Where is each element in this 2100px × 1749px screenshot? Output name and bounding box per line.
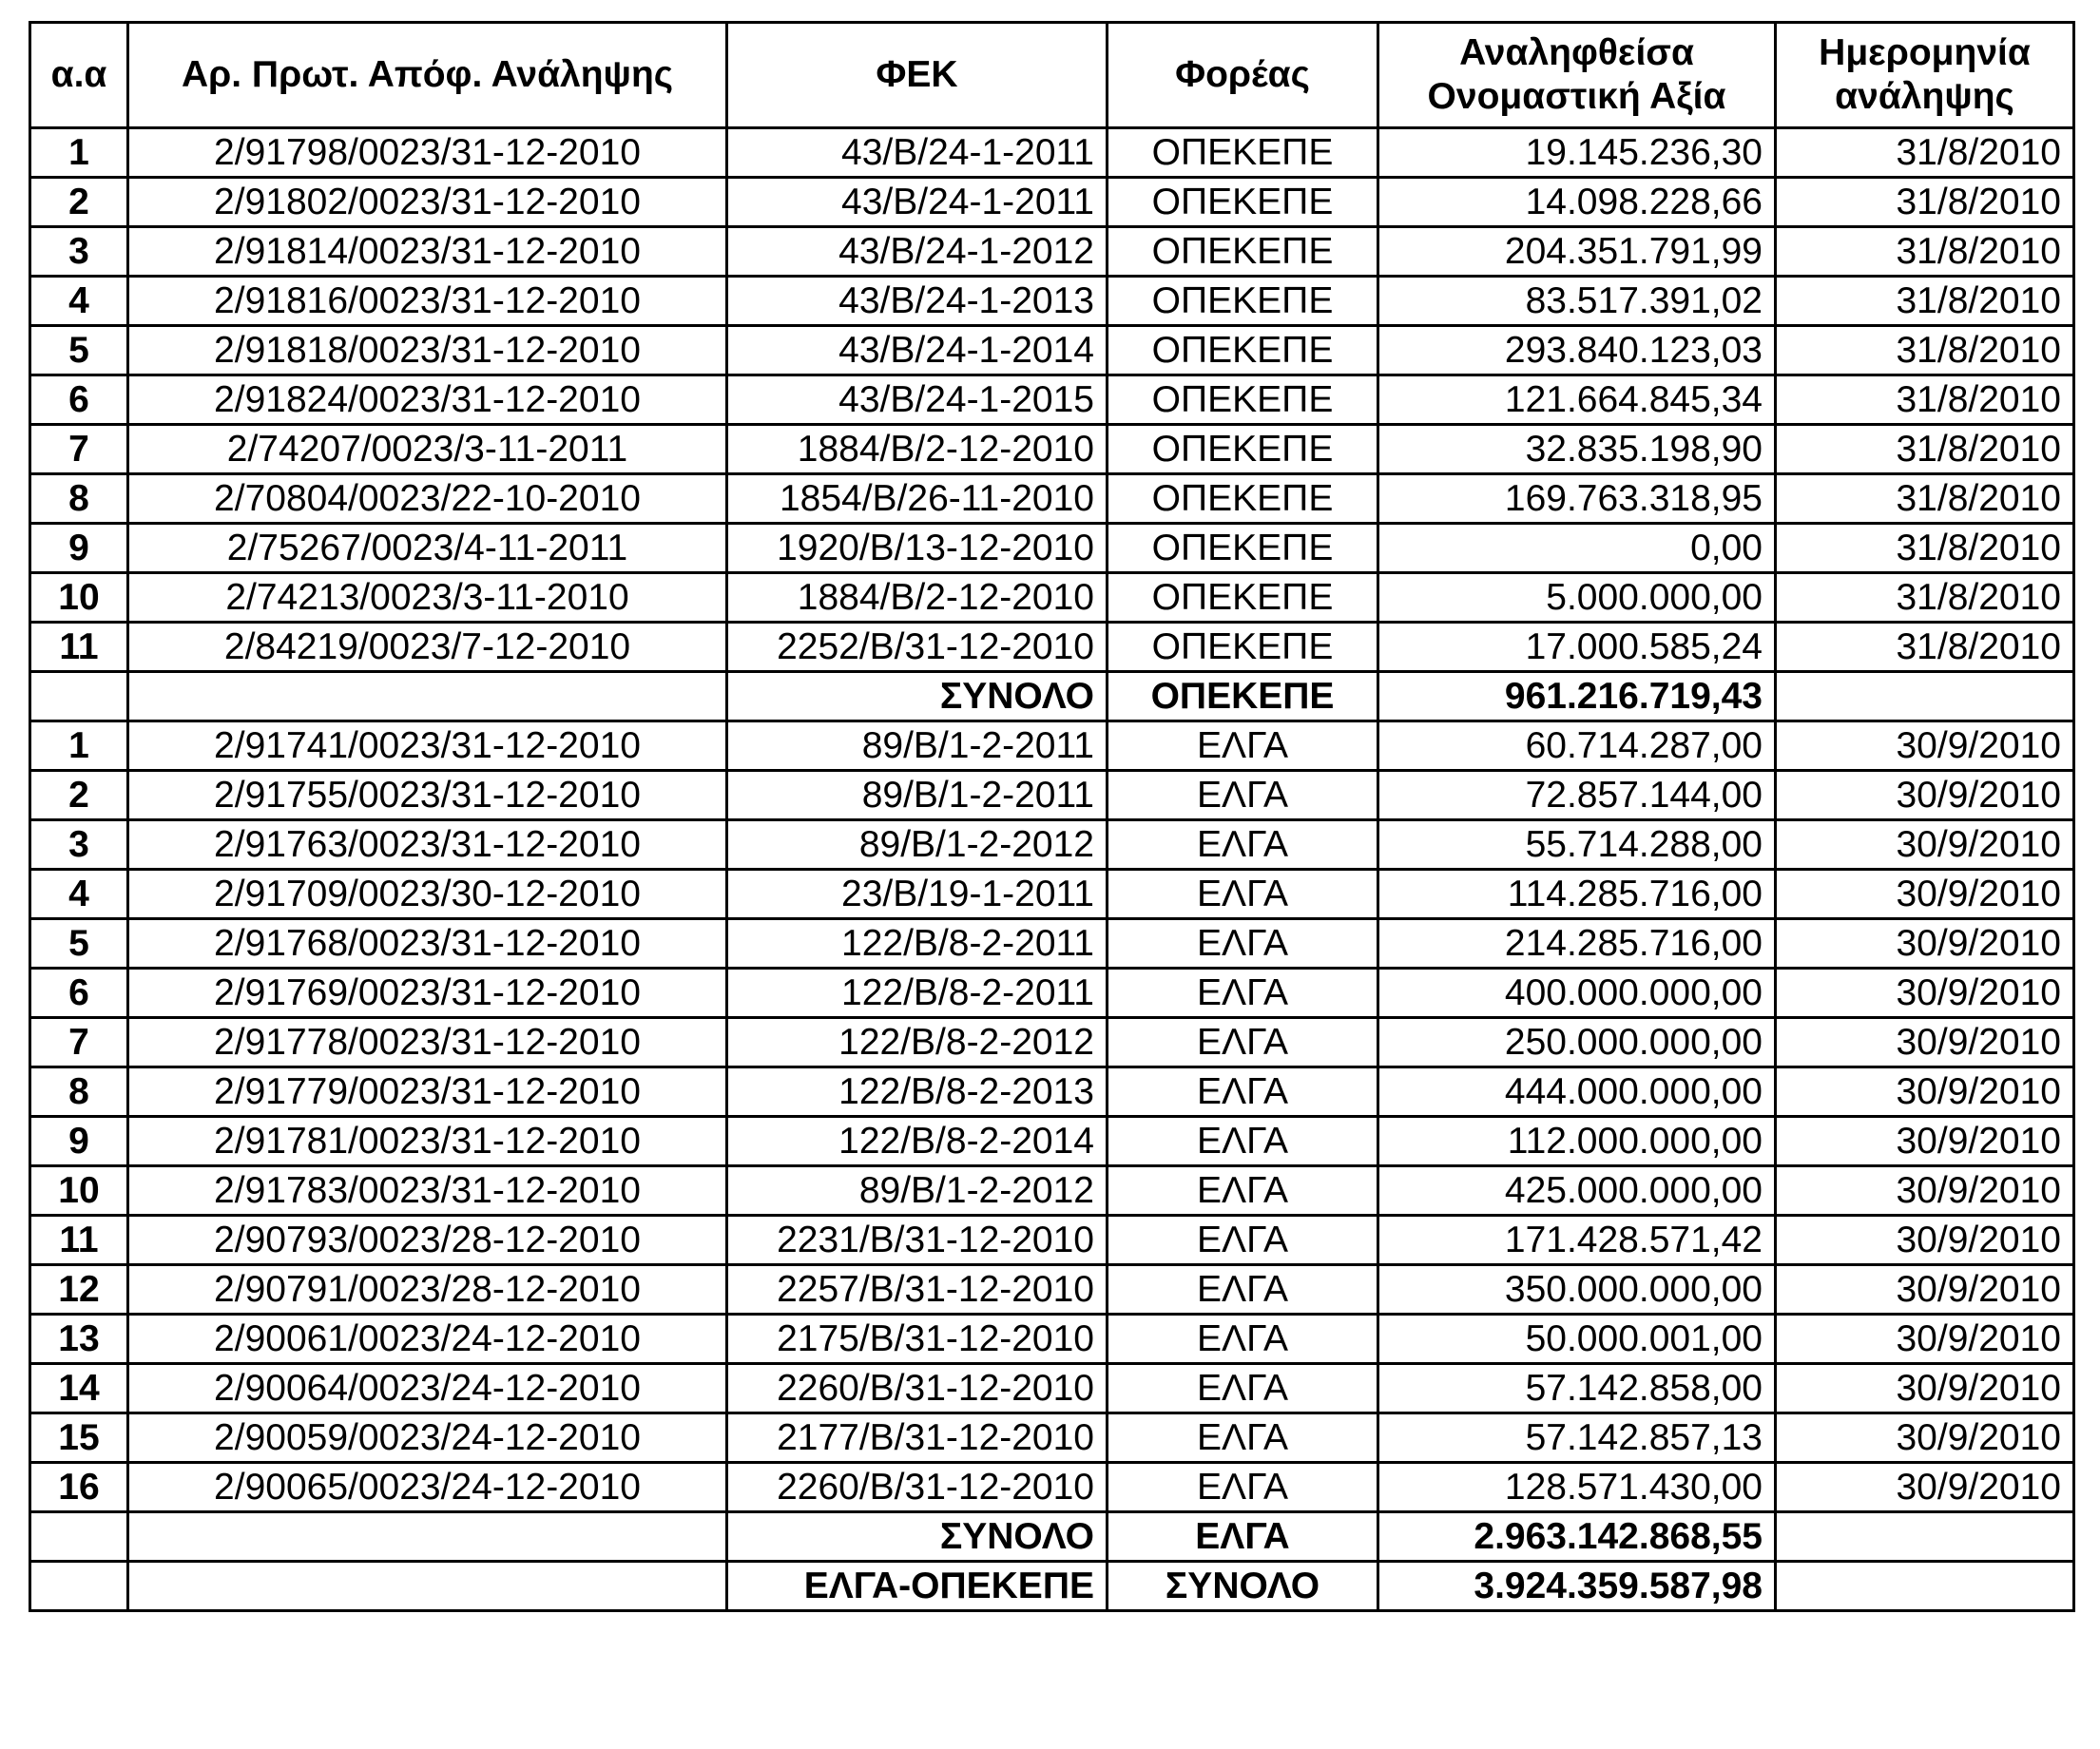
elga-row [30, 1067, 2074, 1117]
cell-aa: 8 [30, 1067, 128, 1117]
header-agency: Φορέας [1108, 23, 1378, 128]
cell-fek: 122/Β/8-2-2012 [727, 1018, 1108, 1067]
cell-aa: 11 [30, 623, 128, 672]
cell-date: 30/9/2010 [1776, 1463, 2074, 1512]
opekepe-row [30, 623, 2074, 672]
cell-value: 112.000.000,00 [1378, 1117, 1776, 1166]
elga-row [30, 1364, 2074, 1413]
opekepe-row [30, 227, 2074, 277]
cell-ref: 2/91802/0023/31-12-2010 [128, 178, 727, 227]
cell-ref: 2/90064/0023/24-12-2010 [128, 1364, 727, 1413]
cell-ref: 2/91768/0023/31-12-2010 [128, 919, 727, 969]
cell-date: 31/8/2010 [1776, 524, 2074, 573]
cell-agency: ΟΠΕΚΕΠΕ [1108, 326, 1378, 375]
cell-fek: 2252/Β/31-12-2010 [727, 623, 1108, 672]
cell-fek: 1854/Β/26-11-2010 [727, 474, 1108, 524]
cell-value: 17.000.585,24 [1378, 623, 1776, 672]
cell-date: 30/9/2010 [1776, 1315, 2074, 1364]
opekepe-row [30, 524, 2074, 573]
cell-agency: ΕΛΓΑ [1108, 1364, 1378, 1413]
elga-row [30, 1166, 2074, 1216]
cell-fek: 2231/Β/31-12-2010 [727, 1216, 1108, 1265]
cell-value: 293.840.123,03 [1378, 326, 1776, 375]
assumption-table [29, 21, 2075, 1612]
cell-date: 30/9/2010 [1776, 820, 2074, 870]
cell-empty [30, 672, 128, 721]
cell-date: 31/8/2010 [1776, 128, 2074, 178]
cell-value: 204.351.791,99 [1378, 227, 1776, 277]
cell-date: 31/8/2010 [1776, 375, 2074, 425]
cell-aa: 6 [30, 375, 128, 425]
cell-ref: 2/91824/0023/31-12-2010 [128, 375, 727, 425]
opekepe-row [30, 425, 2074, 474]
cell-date: 31/8/2010 [1776, 425, 2074, 474]
header-ref: Αρ. Πρωτ. Απόφ. Ανάληψης [128, 23, 727, 128]
cell-ref: 2/91783/0023/31-12-2010 [128, 1166, 727, 1216]
cell-value: 19.145.236,30 [1378, 128, 1776, 178]
cell-value: 0,00 [1378, 524, 1776, 573]
cell-empty [128, 672, 727, 721]
cell-ref: 2/91778/0023/31-12-2010 [128, 1018, 727, 1067]
header-value: Αναληφθείσα Ονομαστική Αξία [1378, 23, 1776, 128]
elga-row [30, 1463, 2074, 1512]
cell-fek: 89/Β/1-2-2012 [727, 1166, 1108, 1216]
cell-ref: 2/91755/0023/31-12-2010 [128, 771, 727, 820]
cell-aa: 16 [30, 1463, 128, 1512]
cell-fek: 23/Β/19-1-2011 [727, 870, 1108, 919]
cell-date: 30/9/2010 [1776, 1166, 2074, 1216]
cell-ref: 2/91781/0023/31-12-2010 [128, 1117, 727, 1166]
cell-date: 30/9/2010 [1776, 969, 2074, 1018]
cell-agency: ΟΠΕΚΕΠΕ [1108, 227, 1378, 277]
cell-aa: 4 [30, 870, 128, 919]
cell-agency: ΕΛΓΑ [1108, 1463, 1378, 1512]
cell-agency: ΟΠΕΚΕΠΕ [1108, 375, 1378, 425]
total-label: ΕΛΓΑ-ΟΠΕΚΕΠΕ [727, 1562, 1108, 1611]
opekepe-row [30, 573, 2074, 623]
cell-ref: 2/91816/0023/31-12-2010 [128, 277, 727, 326]
cell-agency: ΕΛΓΑ [1108, 820, 1378, 870]
cell-fek: 1884/Β/2-12-2010 [727, 425, 1108, 474]
cell-ref: 2/91769/0023/31-12-2010 [128, 969, 727, 1018]
cell-fek: 43/Β/24-1-2011 [727, 178, 1108, 227]
cell-ref: 2/74213/0023/3-11-2010 [128, 573, 727, 623]
cell-date: 30/9/2010 [1776, 1364, 2074, 1413]
cell-empty [128, 1562, 727, 1611]
cell-value: 14.098.228,66 [1378, 178, 1776, 227]
elga-row [30, 1315, 2074, 1364]
total-agency: ΕΛΓΑ [1108, 1512, 1378, 1562]
cell-agency: ΕΛΓΑ [1108, 1413, 1378, 1463]
elga-row [30, 1413, 2074, 1463]
cell-aa: 3 [30, 820, 128, 870]
cell-date: 31/8/2010 [1776, 573, 2074, 623]
cell-agency: ΕΛΓΑ [1108, 1216, 1378, 1265]
cell-date: 31/8/2010 [1776, 227, 2074, 277]
cell-fek: 122/Β/8-2-2014 [727, 1117, 1108, 1166]
cell-fek: 89/Β/1-2-2012 [727, 820, 1108, 870]
cell-agency: ΟΠΕΚΕΠΕ [1108, 474, 1378, 524]
cell-agency: ΕΛΓΑ [1108, 721, 1378, 771]
cell-value: 50.000.001,00 [1378, 1315, 1776, 1364]
opekepe-row [30, 128, 2074, 178]
cell-agency: ΕΛΓΑ [1108, 870, 1378, 919]
cell-agency: ΕΛΓΑ [1108, 1067, 1378, 1117]
cell-agency: ΕΛΓΑ [1108, 969, 1378, 1018]
cell-agency: ΕΛΓΑ [1108, 1315, 1378, 1364]
cell-date: 31/8/2010 [1776, 277, 2074, 326]
cell-ref: 2/91709/0023/30-12-2010 [128, 870, 727, 919]
cell-value: 5.000.000,00 [1378, 573, 1776, 623]
cell-agency: ΟΠΕΚΕΠΕ [1108, 425, 1378, 474]
cell-date: 30/9/2010 [1776, 1018, 2074, 1067]
cell-aa: 7 [30, 425, 128, 474]
cell-date: 30/9/2010 [1776, 1216, 2074, 1265]
elga-row [30, 1018, 2074, 1067]
cell-fek: 43/Β/24-1-2011 [727, 128, 1108, 178]
cell-agency: ΟΠΕΚΕΠΕ [1108, 128, 1378, 178]
cell-value: 250.000.000,00 [1378, 1018, 1776, 1067]
opekepe-row [30, 326, 2074, 375]
cell-fek: 89/Β/1-2-2011 [727, 721, 1108, 771]
cell-aa: 6 [30, 969, 128, 1018]
cell-agency: ΟΠΕΚΕΠΕ [1108, 277, 1378, 326]
cell-ref: 2/91779/0023/31-12-2010 [128, 1067, 727, 1117]
header-aa: α.α [30, 23, 128, 128]
elga-row [30, 1216, 2074, 1265]
cell-aa: 8 [30, 474, 128, 524]
cell-aa: 10 [30, 1166, 128, 1216]
cell-aa: 13 [30, 1315, 128, 1364]
elga-row [30, 1265, 2074, 1315]
total-label: ΣΥΝΟΛΟ [727, 672, 1108, 721]
cell-value: 32.835.198,90 [1378, 425, 1776, 474]
cell-aa: 7 [30, 1018, 128, 1067]
cell-ref: 2/91818/0023/31-12-2010 [128, 326, 727, 375]
total-value: 961.216.719,43 [1378, 672, 1776, 721]
cell-fek: 43/Β/24-1-2014 [727, 326, 1108, 375]
cell-value: 121.664.845,34 [1378, 375, 1776, 425]
cell-value: 444.000.000,00 [1378, 1067, 1776, 1117]
cell-empty [1776, 672, 2074, 721]
cell-aa: 11 [30, 1216, 128, 1265]
cell-empty [128, 1512, 727, 1562]
cell-aa: 1 [30, 128, 128, 178]
cell-ref: 2/91763/0023/31-12-2010 [128, 820, 727, 870]
cell-aa: 9 [30, 1117, 128, 1166]
cell-fek: 89/Β/1-2-2011 [727, 771, 1108, 820]
elga-row [30, 721, 2074, 771]
cell-fek: 122/Β/8-2-2011 [727, 969, 1108, 1018]
cell-value: 350.000.000,00 [1378, 1265, 1776, 1315]
cell-agency: ΕΛΓΑ [1108, 1265, 1378, 1315]
cell-date: 31/8/2010 [1776, 178, 2074, 227]
cell-value: 169.763.318,95 [1378, 474, 1776, 524]
cell-ref: 2/91798/0023/31-12-2010 [128, 128, 727, 178]
cell-aa: 2 [30, 771, 128, 820]
cell-aa: 14 [30, 1364, 128, 1413]
elga-row [30, 771, 2074, 820]
cell-agency: ΟΠΕΚΕΠΕ [1108, 573, 1378, 623]
cell-agency: ΟΠΕΚΕΠΕ [1108, 524, 1378, 573]
cell-fek: 2175/Β/31-12-2010 [727, 1315, 1108, 1364]
cell-ref: 2/90061/0023/24-12-2010 [128, 1315, 727, 1364]
elga-total-row [30, 1512, 2074, 1562]
total-label: ΣΥΝΟΛΟ [727, 1512, 1108, 1562]
cell-agency: ΟΠΕΚΕΠΕ [1108, 178, 1378, 227]
cell-aa: 9 [30, 524, 128, 573]
cell-ref: 2/91741/0023/31-12-2010 [128, 721, 727, 771]
cell-value: 57.142.857,13 [1378, 1413, 1776, 1463]
cell-date: 30/9/2010 [1776, 919, 2074, 969]
opekepe-total-row [30, 672, 2074, 721]
cell-fek: 1884/Β/2-12-2010 [727, 573, 1108, 623]
cell-aa: 2 [30, 178, 128, 227]
total-agency: ΟΠΕΚΕΠΕ [1108, 672, 1378, 721]
cell-empty [1776, 1512, 2074, 1562]
cell-fek: 2177/Β/31-12-2010 [727, 1413, 1108, 1463]
elga-row [30, 1117, 2074, 1166]
cell-value: 214.285.716,00 [1378, 919, 1776, 969]
elga-row [30, 820, 2074, 870]
cell-fek: 43/Β/24-1-2013 [727, 277, 1108, 326]
total-agency: ΣΥΝΟΛΟ [1108, 1562, 1378, 1611]
cell-agency: ΕΛΓΑ [1108, 1117, 1378, 1166]
cell-fek: 2257/Β/31-12-2010 [727, 1265, 1108, 1315]
grand-total-row [30, 1562, 2074, 1611]
cell-value: 83.517.391,02 [1378, 277, 1776, 326]
elga-row [30, 969, 2074, 1018]
cell-aa: 12 [30, 1265, 128, 1315]
elga-row [30, 919, 2074, 969]
cell-agency: ΕΛΓΑ [1108, 919, 1378, 969]
cell-empty [1776, 1562, 2074, 1611]
cell-ref: 2/90791/0023/28-12-2010 [128, 1265, 727, 1315]
cell-fek: 2260/Β/31-12-2010 [727, 1463, 1108, 1512]
cell-aa: 10 [30, 573, 128, 623]
cell-value: 400.000.000,00 [1378, 969, 1776, 1018]
cell-ref: 2/90793/0023/28-12-2010 [128, 1216, 727, 1265]
cell-date: 31/8/2010 [1776, 474, 2074, 524]
cell-ref: 2/91814/0023/31-12-2010 [128, 227, 727, 277]
cell-date: 30/9/2010 [1776, 1265, 2074, 1315]
cell-ref: 2/90065/0023/24-12-2010 [128, 1463, 727, 1512]
cell-date: 30/9/2010 [1776, 721, 2074, 771]
opekepe-row [30, 474, 2074, 524]
cell-date: 30/9/2010 [1776, 771, 2074, 820]
cell-empty [30, 1562, 128, 1611]
cell-date: 30/9/2010 [1776, 1067, 2074, 1117]
cell-fek: 122/Β/8-2-2013 [727, 1067, 1108, 1117]
total-value: 3.924.359.587,98 [1378, 1562, 1776, 1611]
cell-value: 72.857.144,00 [1378, 771, 1776, 820]
cell-date: 30/9/2010 [1776, 1117, 2074, 1166]
cell-ref: 2/74207/0023/3-11-2011 [128, 425, 727, 474]
cell-value: 57.142.858,00 [1378, 1364, 1776, 1413]
cell-value: 114.285.716,00 [1378, 870, 1776, 919]
cell-aa: 5 [30, 326, 128, 375]
header-row [30, 23, 2074, 128]
cell-value: 425.000.000,00 [1378, 1166, 1776, 1216]
cell-ref: 2/70804/0023/22-10-2010 [128, 474, 727, 524]
header-fek: ΦΕΚ [727, 23, 1108, 128]
cell-empty [30, 1512, 128, 1562]
cell-agency: ΟΠΕΚΕΠΕ [1108, 623, 1378, 672]
cell-aa: 15 [30, 1413, 128, 1463]
header-date: Ημερομηνία ανάληψης [1776, 23, 2074, 128]
cell-aa: 5 [30, 919, 128, 969]
cell-value: 60.714.287,00 [1378, 721, 1776, 771]
cell-fek: 43/Β/24-1-2015 [727, 375, 1108, 425]
cell-ref: 2/75267/0023/4-11-2011 [128, 524, 727, 573]
total-value: 2.963.142.868,55 [1378, 1512, 1776, 1562]
opekepe-row [30, 375, 2074, 425]
cell-agency: ΕΛΓΑ [1108, 1018, 1378, 1067]
cell-value: 55.714.288,00 [1378, 820, 1776, 870]
cell-fek: 43/Β/24-1-2012 [727, 227, 1108, 277]
cell-fek: 2260/Β/31-12-2010 [727, 1364, 1108, 1413]
cell-value: 171.428.571,42 [1378, 1216, 1776, 1265]
opekepe-row [30, 178, 2074, 227]
cell-fek: 1920/Β/13-12-2010 [727, 524, 1108, 573]
cell-ref: 2/90059/0023/24-12-2010 [128, 1413, 727, 1463]
table-body [30, 128, 2074, 1611]
opekepe-row [30, 277, 2074, 326]
cell-date: 31/8/2010 [1776, 326, 2074, 375]
elga-row [30, 870, 2074, 919]
cell-agency: ΕΛΓΑ [1108, 1166, 1378, 1216]
cell-aa: 4 [30, 277, 128, 326]
cell-aa: 3 [30, 227, 128, 277]
cell-fek: 122/Β/8-2-2011 [727, 919, 1108, 969]
cell-ref: 2/84219/0023/7-12-2010 [128, 623, 727, 672]
cell-date: 30/9/2010 [1776, 1413, 2074, 1463]
cell-value: 128.571.430,00 [1378, 1463, 1776, 1512]
cell-aa: 1 [30, 721, 128, 771]
cell-date: 31/8/2010 [1776, 623, 2074, 672]
cell-date: 30/9/2010 [1776, 870, 2074, 919]
cell-agency: ΕΛΓΑ [1108, 771, 1378, 820]
